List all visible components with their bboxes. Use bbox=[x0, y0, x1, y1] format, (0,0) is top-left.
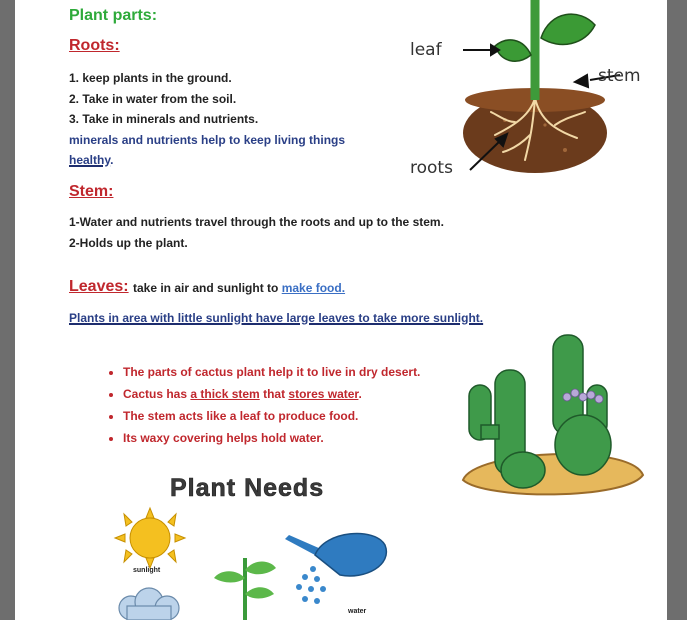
watering-can-icon bbox=[285, 525, 395, 620]
healthy-word: healthy bbox=[69, 153, 111, 167]
leaves-note bbox=[69, 311, 483, 325]
plant-leaf-left bbox=[495, 40, 531, 61]
stem-line-2: 2-Holds up the plant. bbox=[69, 236, 188, 250]
sun-icon bbox=[110, 508, 190, 568]
thick-stem-phrase: a thick stem bbox=[190, 387, 260, 401]
cactus-fact-2 bbox=[123, 383, 420, 405]
leaves-line bbox=[133, 281, 345, 295]
cactus-fact-2-mid: that bbox=[259, 387, 289, 401]
roots-heading: Roots: bbox=[69, 37, 120, 54]
stores-water-phrase: stores water bbox=[288, 387, 359, 401]
cactus-fact-4: • Its waxy covering helps hold water. bbox=[123, 427, 420, 449]
leaf-label: leaf bbox=[410, 40, 442, 60]
make-food-phrase: make food. bbox=[281, 281, 346, 295]
leaves-text: take in air and sunlight to bbox=[133, 281, 279, 295]
roots-label: roots bbox=[410, 158, 453, 178]
stem-heading: Stem: bbox=[69, 183, 114, 200]
cactus-fact-3: • The stem acts like a leaf to produce food. bbox=[123, 405, 420, 427]
water-label: water bbox=[348, 608, 367, 615]
roots-item-2: 2. Take in water from the soil. bbox=[69, 92, 237, 106]
roots-item-3: 3. Take in minerals and nutrients. bbox=[69, 112, 259, 126]
roots-note-line-1: minerals and nutrients help to keep living things bbox=[69, 133, 346, 147]
page-title: Plant parts: bbox=[69, 7, 158, 24]
cactus-fact-1: • The parts of cactus plant help it to live in dry desert. bbox=[123, 361, 420, 383]
viewer-right-edge bbox=[667, 0, 687, 620]
roots-item-1: 1. keep plants in the ground. bbox=[69, 71, 232, 85]
stem-line-1: 1-Water and nutrients travel through the roots and up to the stem. bbox=[69, 215, 444, 229]
seedling-icon bbox=[210, 550, 280, 620]
cactus-fact-2-pre: Cactus has bbox=[123, 387, 191, 401]
stem-label: stem bbox=[598, 66, 641, 86]
cloud-icon bbox=[111, 586, 186, 620]
roots-note-period: . bbox=[110, 153, 114, 167]
leaves-note-text: Plants in area with little sunlight have large leaves to take more sunlight. bbox=[69, 311, 484, 325]
worksheet-page bbox=[15, 0, 667, 620]
cactus-illustration bbox=[455, 325, 645, 505]
plant-leaf-right bbox=[541, 14, 595, 44]
sunlight-label: sunlight bbox=[133, 567, 161, 574]
viewer-left-edge bbox=[0, 0, 15, 620]
roots-note-line-2 bbox=[69, 153, 113, 167]
cactus-fact-2-end: . bbox=[358, 387, 362, 401]
cactus-facts-list bbox=[105, 361, 420, 449]
plant-needs-title: Plant Needs bbox=[170, 474, 325, 502]
leaves-heading: Leaves: bbox=[69, 278, 129, 295]
